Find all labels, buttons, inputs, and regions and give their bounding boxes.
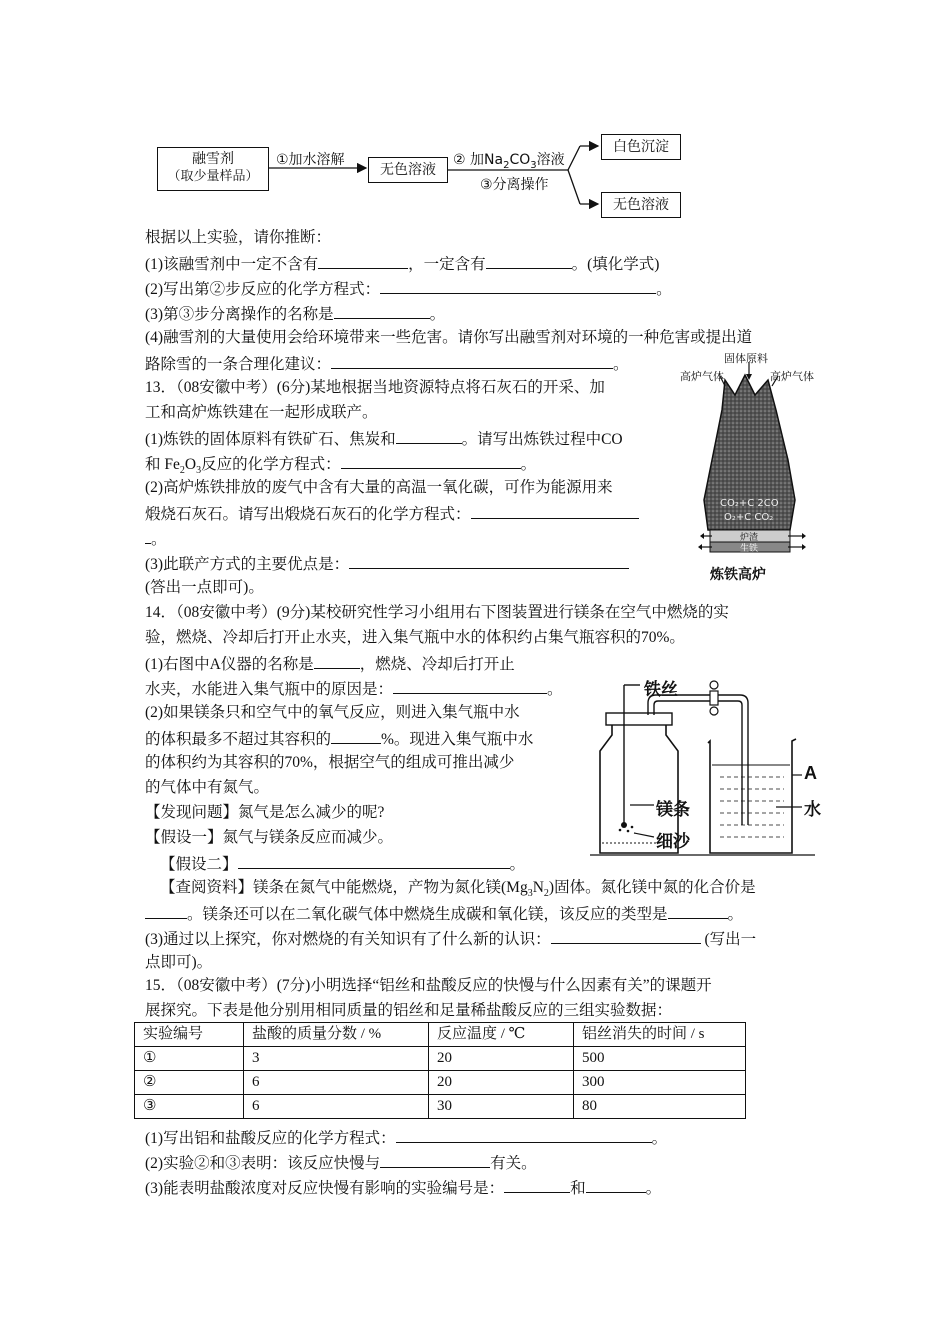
q13-part3-line1: (3)此联产方式的主要优点是： (145, 553, 629, 575)
q15-part2: (2)实验②和③表明：该反应快慢与 有关。 (145, 1152, 537, 1174)
table-cell: 80 (574, 1095, 746, 1119)
table-row (135, 1071, 746, 1095)
q15-title-line1: 15．（08安徽中考）(7分)小明选择“铝丝和盐酸反应的快慢与什么因素有关”的课题开 (145, 977, 712, 994)
answer-blank[interactable] (668, 903, 728, 919)
q15-part3: (3)能表明盐酸浓度对反应快慢有影响的实验编号是： 和 。 (145, 1177, 661, 1199)
q14-part2-line2: 的体积最多不超过其容积的 %。现进入集气瓶中水 (145, 728, 533, 750)
furnace-reaction-2: O₂+C CO₂ (724, 512, 774, 523)
q13-part1-line2: 和 $Fe_2O_3$反应的化学方程式： 。 (145, 453, 536, 475)
q13-part2-line2: 煅烧石灰石。请写出煅烧石灰石的化学方程式： (145, 503, 639, 525)
q12-part4-line2: 路除雪的一条合理化建议： 。 (145, 353, 629, 375)
q12-part4-line1: (4)融雪剂的大量使用会给环境带来一些危害。请你写出融雪剂对环境的一种危害或提出道 (145, 329, 753, 346)
q13-title-line1: 13．（08安徽中考）(6分)某地根据当地资源特点将石灰石的开采、加 (145, 379, 605, 396)
experiment-table (134, 1022, 746, 1119)
q12-part1: (1)该融雪剂中一定不含有 ，一定含有 。(填化学式) (145, 253, 659, 275)
blast-furnace-figure (680, 350, 820, 585)
table-header-cell: 铝丝消失的时间 / s (574, 1023, 746, 1047)
flow-box-precipitate: 白色沉淀 (601, 134, 681, 160)
table-cell: 20 (429, 1071, 574, 1095)
label-a-beaker: A (804, 763, 817, 783)
q14-part1-line2: 水夹，水能进入集气瓶中的原因是： 。 (145, 678, 563, 700)
q13-title-line2: 工和高炉炼铁建在一起形成联产。 (145, 404, 378, 421)
q13-part1-line1: (1)炼铁的固体原料有铁矿石、焦炭和 。请写出炼铁过程中CO (145, 428, 623, 450)
table-cell: 3 (244, 1047, 429, 1071)
table-row (135, 1047, 746, 1071)
q14-part3-line2: 点即可)。 (145, 954, 213, 971)
q15-title-line2: 展探究。下表是他分别用相同质量的铝丝和足量稀盐酸反应的三组实验数据： (145, 1002, 673, 1019)
table-cell: 300 (574, 1071, 746, 1095)
furnace-label-top: 固体原料 (724, 352, 768, 365)
answer-blank[interactable] (314, 653, 360, 669)
answer-blank[interactable] (380, 278, 656, 294)
answer-blank[interactable] (393, 678, 547, 694)
answer-blank[interactable] (486, 253, 572, 269)
answer-blank[interactable] (145, 903, 187, 919)
apparatus-figure (590, 665, 830, 865)
q13-part2-line3: 。 (145, 528, 167, 550)
q14-reference-line2: 。镁条还可以在二氧化碳气体中燃烧生成碳和氧化镁，该反应的类型是 。 (145, 903, 743, 925)
q14-part1-line1: (1)右图中A仪器的名称是 ，燃烧、冷却后打开止 (145, 653, 515, 675)
apparatus-drawing (590, 665, 830, 865)
answer-blank[interactable] (334, 303, 430, 319)
flow-box-sample-line2: （取少量样品） (167, 169, 259, 184)
flow-box-sample-line1: 融雪剂 (192, 151, 234, 167)
answer-blank[interactable] (586, 1177, 646, 1193)
q14-part2-line1: (2)如果镁条只和空气中的氧气反应，则进入集气瓶中水 (145, 704, 520, 721)
q14-part2-line3: 的体积约为其容积的70%，根据空气的组成可推出减少 (145, 754, 515, 771)
flow-box-solution2: 无色溶液 (601, 192, 681, 218)
table-row (135, 1095, 746, 1119)
table-cell: ① (135, 1047, 244, 1071)
q14-hypothesis1: 【假设一】氮气与镁条反应而减少。 (145, 829, 394, 846)
furnace-reaction-1: CO₂+C 2CO (720, 498, 779, 509)
furnace-caption: 炼铁高炉 (710, 567, 766, 583)
furnace-label-slag: 炉渣 (740, 533, 759, 543)
q14-title-line1: 14．（08安徽中考）(9分)某校研究性学习小组用右下图装置进行镁条在空气中燃烧的实 (145, 604, 729, 621)
q14-find-problem: 【发现问题】氮气是怎么减少的呢? (145, 804, 385, 821)
label-water: 水 (804, 800, 821, 820)
table-header-cell: 盐酸的质量分数 / % (244, 1023, 429, 1047)
furnace-label-iron: 生铁 (740, 544, 759, 554)
q13-part2-line1: (2)高炉炼铁排放的废气中含有大量的高温一氧化碳，可作为能源用来 (145, 479, 613, 496)
furnace-label-gas-left: 高炉气体 (680, 370, 724, 383)
table-cell: ② (135, 1071, 244, 1095)
table-header-cell: 反应温度 / ℃ (429, 1023, 574, 1047)
label-sand: 细沙 (656, 832, 690, 852)
answer-blank[interactable] (551, 928, 701, 944)
answer-blank[interactable] (331, 353, 613, 369)
answer-blank[interactable] (380, 1152, 490, 1168)
answer-blank[interactable] (238, 853, 510, 869)
flow-step3: ③分离操作 (480, 177, 549, 193)
table-header-cell: 实验编号 (135, 1023, 244, 1047)
answer-blank[interactable] (331, 728, 381, 744)
furnace-label-gas-right: 高炉气体 (770, 370, 814, 383)
q12-part3: (3)第③步分离操作的名称是 。 (145, 303, 445, 325)
answer-blank[interactable] (504, 1177, 570, 1193)
q14-part3-line1: (3)通过以上探究，你对燃烧的有关知识有了什么新的认识： (写出一 (145, 928, 756, 950)
q12-part2: (2)写出第②步反应的化学方程式： 。 (145, 278, 672, 300)
q15-part1: (1)写出铝和盐酸反应的化学方程式： 。 (145, 1127, 667, 1149)
flow-step2: ② 加$Na_2CO_3$溶液 (453, 152, 565, 171)
table-cell: 20 (429, 1047, 574, 1071)
answer-blank[interactable] (396, 428, 462, 444)
answer-blank[interactable] (318, 253, 408, 269)
q14-hypothesis2: 【假设二】 。 (160, 853, 525, 875)
flow-arrows (0, 0, 950, 230)
answer-blank[interactable] (471, 503, 639, 519)
label-iron-wire: 铁丝 (644, 680, 678, 700)
table-cell: 500 (574, 1047, 746, 1071)
q12-intro: 根据以上实验，请你推断： (145, 229, 332, 246)
label-magnesium: 镁条 (656, 800, 690, 820)
answer-blank[interactable] (349, 553, 629, 569)
table-header-row (135, 1023, 746, 1047)
flow-box-solution1: 无色溶液 (368, 157, 448, 183)
table-cell: 6 (244, 1071, 429, 1095)
q14-part2-line4: 的气体中有氮气。 (145, 779, 270, 796)
q14-reference-line1: 【查阅资料】镁条在氮气中能燃烧，产物为氮化镁$(Mg_3N_2)$固体。氮化镁中氮的化合价是 (160, 879, 756, 900)
answer-blank[interactable] (341, 453, 521, 469)
answer-blank[interactable] (396, 1127, 652, 1143)
q13-part3-line2: (答出一点即可)。 (145, 579, 264, 596)
table-cell: 30 (429, 1095, 574, 1119)
table-cell: 6 (244, 1095, 429, 1119)
table-cell: ③ (135, 1095, 244, 1119)
flow-step1: ①加水溶解 (276, 152, 345, 168)
q14-title-line2: 验，燃烧、冷却后打开止水夹，进入集气瓶中水的体积约占集气瓶容积的70%。 (145, 629, 685, 646)
